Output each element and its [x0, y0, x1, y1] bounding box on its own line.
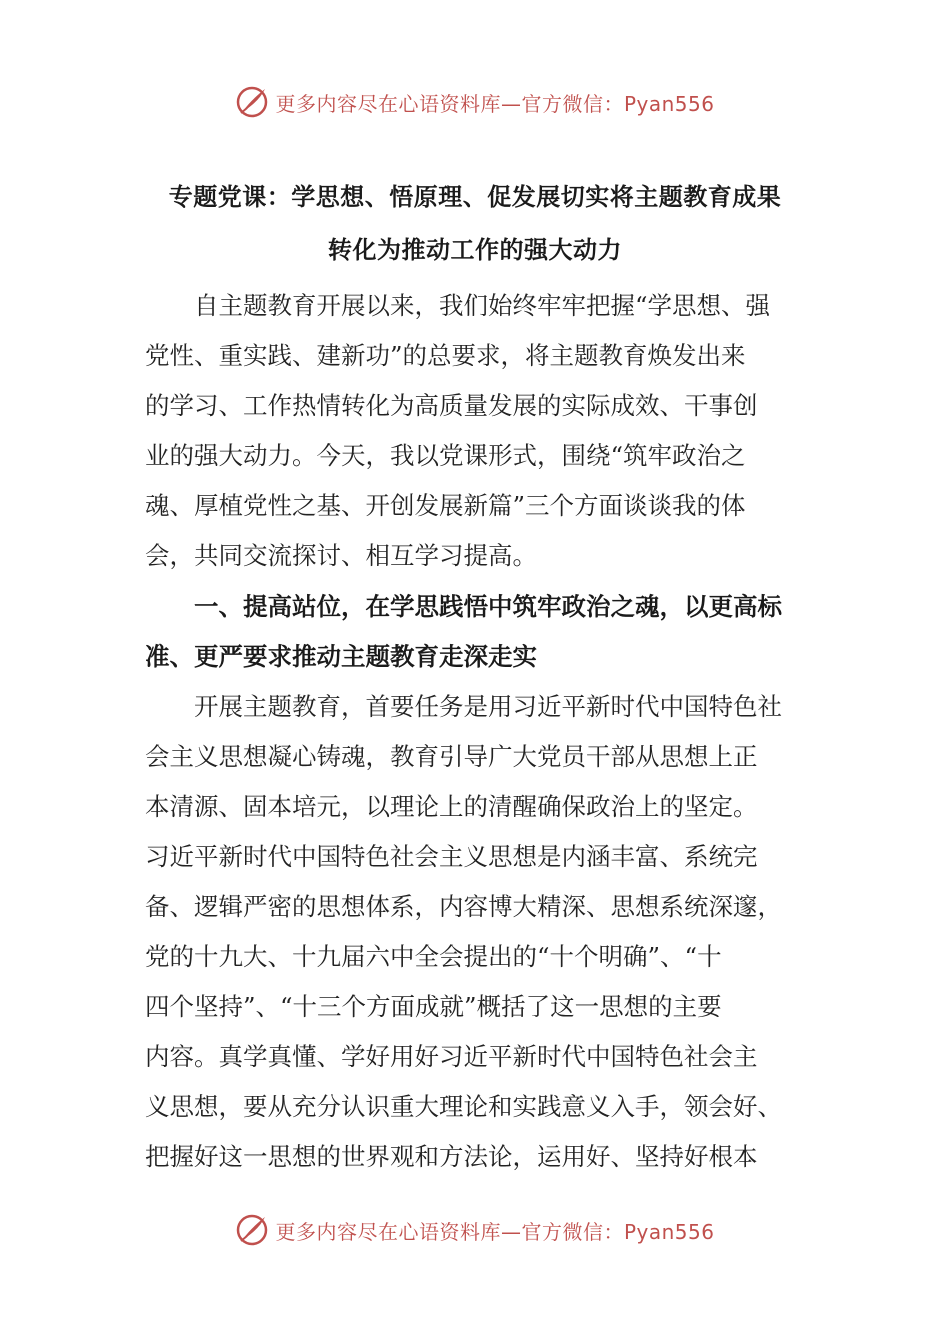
paragraph-2-line: 开展主题教育，首要任务是用习近平新时代中国特色社 [145, 692, 782, 721]
paragraph-2-line: 内容。真学真懂、学好用好习近平新时代中国特色社会主 [145, 1042, 758, 1071]
watermark-text: 更多内容尽在心语资料库—官方微信：Pyan556 [275, 91, 715, 116]
paragraph-2-line: 党的十九大、十九届六中全会提出的“十个明确”、“十 [145, 942, 722, 971]
paragraph-2-line: 本清源、固本培元，以理论上的清醒确保政治上的坚定。 [145, 792, 758, 821]
header-watermark [0, 82, 950, 122]
document-title-line-2: 转化为推动工作的强大动力 [328, 236, 622, 264]
paragraph-2-line: 备、逻辑严密的思想体系，内容博大精深、思想系统深邃， [145, 892, 782, 921]
paragraph-2-line: 把握好这一思想的世界观和方法论，运用好、坚持好根本 [145, 1142, 758, 1171]
section-heading-1: 准、更严要求推动主题教育走深走实 [145, 642, 537, 671]
quill-logo-icon [235, 1213, 269, 1247]
paragraph-1-line: 会，共同交流探讨、相互学习提高。 [145, 541, 537, 570]
paragraph-1-line: 自主题教育开展以来，我们始终牢牢把握“学思想、强 [145, 291, 771, 320]
paragraph-2-line: 会主义思想凝心铸魂，教育引导广大党员干部从思想上正 [145, 742, 758, 771]
watermark-text: 更多内容尽在心语资料库—官方微信：Pyan556 [275, 1219, 715, 1244]
section-heading-1: 一、提高站位，在学思践悟中筑牢政治之魂，以更高标 [145, 592, 782, 621]
paragraph-2-line: 习近平新时代中国特色社会主义思想是内涵丰富、系统完 [145, 842, 758, 871]
footer-watermark [0, 1210, 950, 1250]
paragraph-1-line: 业的强大动力。今天，我以党课形式，围绕“筑牢政治之 [145, 441, 746, 470]
quill-logo-icon [235, 85, 269, 119]
paragraph-2-line: 义思想，要从充分认识重大理论和实践意义入手，领会好、 [145, 1092, 782, 1121]
paragraph-1-line: 魂、厚植党性之基、开创发展新篇”三个方面谈谈我的体 [145, 491, 746, 520]
document-title-line-1: 专题党课：学思想、悟原理、促发展切实将主题教育成果 [168, 183, 782, 211]
paragraph-1-line: 的学习、工作热情转化为高质量发展的实际成效、干事创 [145, 391, 758, 420]
paragraph-1-line: 党性、重实践、建新功”的总要求，将主题教育焕发出来 [145, 341, 746, 370]
paragraph-2-line: 四个坚持”、“十三个方面成就”概括了这一思想的主要 [145, 992, 722, 1021]
